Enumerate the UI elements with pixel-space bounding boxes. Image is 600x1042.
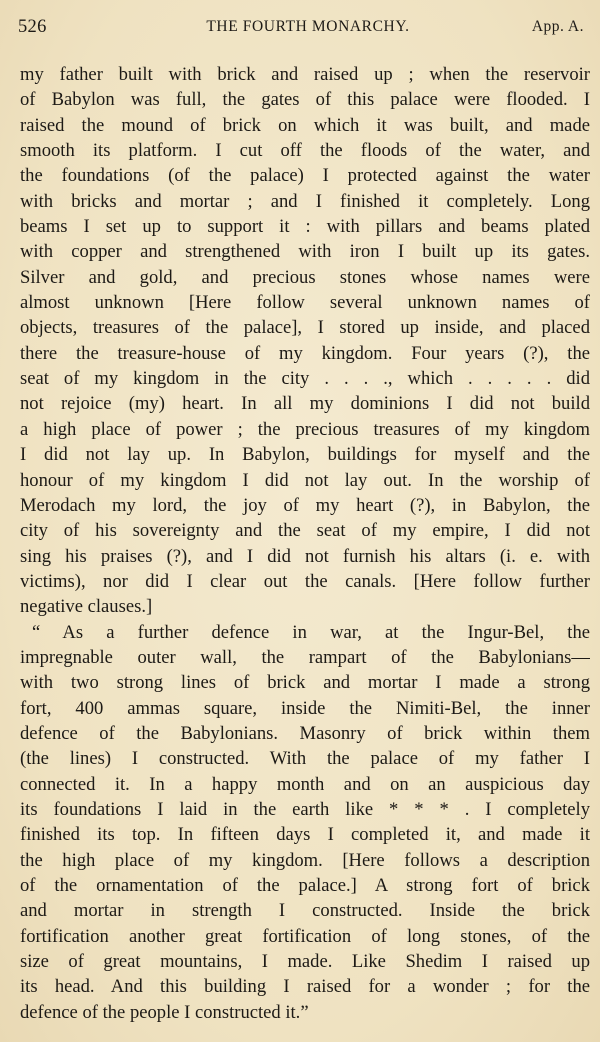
running-title: THE FOURTH MONARCHY. — [206, 18, 410, 35]
text-line: seat of my kingdom in the city . . . ., which . . . . . did — [20, 368, 590, 390]
paragraph-2 — [20, 620, 590, 1026]
text-line: my father built with brick and raised up ; when the reservoir — [20, 64, 590, 85]
text-line: fortification another great fortification of long stones, of the — [20, 925, 590, 947]
text-line: Merodach my lord, the joy of my heart (?), in Babylon, the — [20, 494, 590, 516]
text-line: I did not lay up. In Babylon, buildings for myself and the — [20, 444, 590, 466]
paragraph-1 — [20, 62, 590, 620]
text-line: almost unknown [Here follow several unknown names of — [20, 292, 590, 314]
text-line: the foundations (of the palace) I protected against the water — [20, 165, 590, 187]
text-line: Silver and gold, and precious stones whose names were — [20, 266, 590, 288]
text-line: and mortar in strength I constructed. Inside the brick — [20, 900, 590, 922]
text-line: fort, 400 ammas square, inside the Nimiti-Bel, the inner — [20, 697, 590, 719]
text-line: “ As a further defence in war, at the Ingur-Bel, the — [32, 621, 590, 643]
text-line: negative clauses.] — [20, 596, 153, 618]
text-line: beams I set up to support it : with pillars and beams plated — [20, 216, 590, 238]
text-line: its head. And this building I raised for a wonder ; for the — [20, 976, 590, 998]
text-line: connected it. In a happy month and on an auspicious day — [20, 773, 590, 795]
text-line: with copper and strengthened with iron I built up its gates. — [20, 241, 590, 263]
text-line: defence of the Babylonians. Masonry of brick within them — [20, 722, 590, 744]
text-line: its foundations I laid in the earth like * * * . I completely — [20, 798, 590, 820]
text-line: raised the mound of brick on which it was built, and made — [20, 114, 590, 136]
text-line: smooth its platform. I cut off the floods of the water, and — [20, 140, 590, 162]
text-line: there the treasure-house of my kingdom. Four years (?), the — [20, 342, 590, 364]
body-text — [20, 62, 590, 1025]
text-line: size of great mountains, I made. Like Shedim I raised up — [20, 951, 590, 973]
text-line: impregnable outer wall, the rampart of the Babylonians— — [20, 646, 590, 668]
text-line: of Babylon was full, the gates of this palace were flooded. I — [20, 89, 590, 111]
text-line: honour of my kingdom I did not lay out. In the worship of — [20, 469, 590, 491]
text-line: with bricks and mortar ; and I finished it completely. Long — [20, 190, 590, 212]
text-line: objects, treasures of the palace], I stored up inside, and placed — [20, 317, 590, 339]
text-line: not rejoice (my) heart. In all my dominions I did not build — [20, 393, 590, 415]
text-line: the high place of my kingdom. [Here follows a description — [20, 849, 590, 871]
text-line: defence of the people I constructed it.” — [20, 1001, 309, 1023]
page-header — [18, 17, 584, 43]
text-line: city of his sovereignty and the seat of my empire, I did not — [20, 520, 590, 542]
text-line: with two strong lines of brick and mortar I made a strong — [20, 672, 590, 694]
appendix-label: App. A. — [531, 18, 584, 35]
text-line: finished its top. In fifteen days I completed it, and made it — [20, 824, 590, 846]
text-line: sing his praises (?), and I did not furnish his altars (i. e. with — [20, 545, 590, 567]
text-line: of the ornamentation of the palace.] A strong fort of brick — [20, 875, 590, 896]
text-line: (the lines) I constructed. With the palace of my father I — [20, 748, 590, 770]
page-number: 526 — [18, 17, 47, 37]
text-line: victims), nor did I clear out the canals. [Here follow further — [20, 570, 590, 592]
text-line: a high place of power ; the precious treasures of my kingdom — [20, 418, 590, 440]
